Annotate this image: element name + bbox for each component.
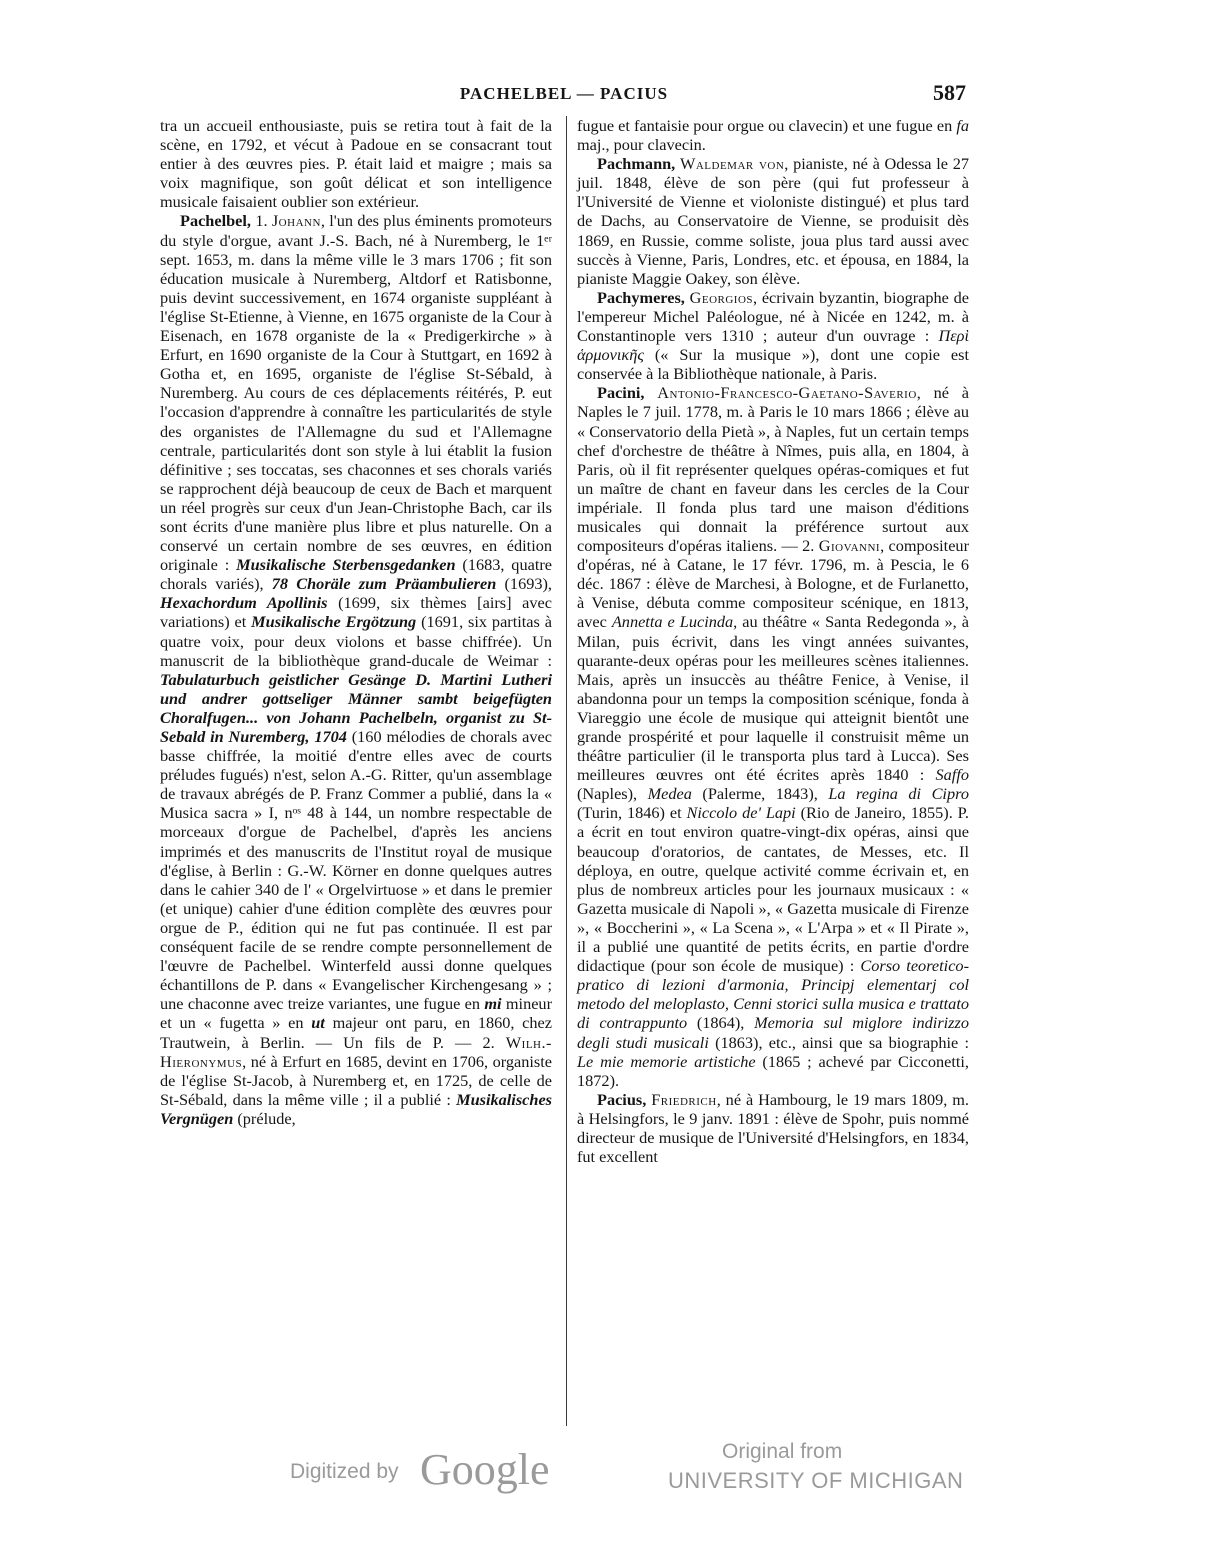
entry-text: (Naples), xyxy=(577,784,638,804)
work-title: 78 Choräle zum Präambulieren xyxy=(271,574,497,594)
headword: Pachymeres, xyxy=(597,287,685,307)
entry-text: (1691, six partitas à quatre voix, pour deux violons et basse chiffrée). Un manuscrit de la bibliothèque grand-ducale de Weimar : xyxy=(160,612,552,670)
key-name: fa xyxy=(956,116,970,135)
headword: Pachelbel, xyxy=(180,211,251,231)
work-title: Le mie memorie artistiche xyxy=(577,1051,756,1071)
entry-pachmann xyxy=(577,154,969,288)
work-title: Saffo xyxy=(935,765,969,785)
digitized-by-label: Digitized by xyxy=(290,1460,399,1483)
work-title: Niccolo de' Lapi xyxy=(686,803,796,823)
headword: Pachmann, xyxy=(597,154,676,174)
entry-text: , né à Naples le 7 juil. 1778, m. à Paris le 10 mars 1866 ; élève au « Conservatorio della Pietà », à Naples, fut un certain temps chef d'orchestre de théâtre à Nîmes, puis alla, en 1804, à Paris, où il fit représenter quelques opéras-comiques et fut un maître de chant en faveur dans les cercles de la Cour impériale. Il fonda plus tard une maison d'éditions musicales qui donnait la préférence surtout aux compositeurs d'opéras italiens. — 2. xyxy=(577,383,969,556)
entry-text: (1693), xyxy=(504,574,552,594)
entry-text: (1864), xyxy=(696,1013,745,1033)
entry-text: (Turin, 1846) et xyxy=(577,803,682,823)
entry-text: , pianiste, né à Odessa le 27 juil. 1848, élève de son père (qui fut professeur à l'Université de Vienne et violoniste distingué) et plus tard de Dachs, au Conservatoire de Vienne, se produisit dès 1869, en Russie, comme soliste, joua plus tard aussi avec succès à Vienne, Paris, Londres, etc. et épousa, en 1884, la pianiste Maggie Oakey, son élève. xyxy=(577,154,969,288)
entry-text: , au théâtre « Santa Redegonda », à Milan, puis écrivit, dans les vingt années suivantes, quarante-deux opéras pour les meilleures scènes italiennes. Mais, après un insuccès au théâtre Fenice, à Venise, il abandonna pour un temps la composition scénique, fonda à Viareggio une école de musique qui atteignit bientôt une grande prospérité et pour laquelle il construisit même un théâtre particulier (il le transporta plus tard à Lucca). Ses meilleures œuvres ont été écrites après 1840 : xyxy=(577,612,970,785)
entry-text: (1863), etc., ainsi que sa biographie : xyxy=(715,1032,969,1052)
entry-text: (prélude, xyxy=(237,1108,296,1128)
entry-text: , l'un des plus éminents promoteurs du style d'orgue, avant J.-S. Bach, né à Nuremberg, le 1ᵉʳ sept. 1653, m. dans la même ville le 3 mars 1706 ; fit son éducation musicale à Nuremberg, Altdorf et Ratisbonne, puis devint successivement, en 1674 organiste suppléant à l'église St-Etienne, à Vienne, en 1675 organiste de la Cour à Eisenach, en 1678 organiste de la « Predigerkirche » à Erfurt, en 1690 organiste de la Cour à Stuttgart, en 1692 à Gotha et, en 1695, organiste de l'église St-Sébald, à Nuremberg. Au cours de ces déplacements réitérés, P. eut l'occasion d'apprendre à connaître les particularités de style des organistes de l'Allemagne du sud et l'Allemagne centrale, particularités dont son style à lui établit la fusion définitive ; ses toccatas, ses chaconnes et ses chorals variés se rapprochent déjà beaucoup de ceux de Bach et marquent un réel progrès sur ceux d'un Jean-Christophe Bach, car ils sont écrits d'une manière plus libre et plus naturelle. On a conservé un certain nombre de ses œuvres, en édition originale : xyxy=(160,211,552,575)
entry-text: fugue et fantaisie pour orgue ou clavecin) et une fugue en xyxy=(577,116,953,135)
entry-number: 1. xyxy=(255,211,268,231)
given-name: Antonio-Francesco-Gaetano-Saverio xyxy=(657,383,917,403)
entry-text: mineur et un « fugetta » en xyxy=(160,994,552,1033)
google-logo: Google xyxy=(420,1445,550,1494)
work-title: Tabulaturbuch geistlicher Gesänge D. Martini Lutheri und andrer gottseliger Männer sambt beigefügten Choralfugen... von Johann Pachelbeln, organist zu St-Sebald in Nuremberg, 1704 xyxy=(160,669,552,746)
right-column xyxy=(577,116,969,1166)
work-title: Corso teoretico-pratico di lezioni d'armonia, Principj elementarj col metodo del meloplasto, Cenni storici sulla musica e trattato di contrappunto xyxy=(577,956,969,1033)
running-title: PACHELBEL — PACIUS xyxy=(459,84,669,103)
given-name: Wilh.-Hieronymus xyxy=(160,1032,552,1071)
entry-text: maj., pour clavecin. xyxy=(577,135,706,155)
work-title: Musikalisches Vergnügen xyxy=(160,1089,553,1128)
entry-text: majeur ont paru, en 1860, chez Trautwein, à Berlin. — Un fils de P. — 2. xyxy=(160,1013,553,1052)
work-title: Musikalische Sterbensgedanken xyxy=(236,555,456,575)
greek-title: Περὶ ἁρμονικῆς xyxy=(577,326,969,365)
entry-pacius xyxy=(577,1090,969,1166)
continued-paragraph: tra un accueil enthousiaste, puis se retira tout à fait de la scène, en 1792, et vécut à Padoue en se consacrant tout entier à des œuvres pies. P. était laid et maigre ; mais sa voix magnifique, son goût délicat et son intelligence musicale faisaient oublier son extérieur. xyxy=(160,116,552,212)
work-title: Hexachordum Apollinis xyxy=(160,593,328,613)
key-name: mi xyxy=(484,994,502,1014)
entry-pachymeres xyxy=(577,288,969,383)
entry-text: (« Sur la musique »), dont une copie est conservée à la Bibliothèque nationale, à Paris. xyxy=(577,345,969,384)
university-label: UNIVERSITY OF MICHIGAN xyxy=(668,1468,964,1493)
entry-text: (1699, six thèmes [airs] avec variations) et xyxy=(160,593,552,632)
entry-text: (1865 ; achevé par Cicconetti, 1872). xyxy=(577,1051,970,1090)
entry-text: (1683, quatre chorals variés), xyxy=(160,555,552,594)
entry-text: (160 mélodies de chorals avec basse chiffrée, la moitié d'entre elles avec de courts préludes fugués) n'est, selon A.-G. Ritter, qu'un assemblage de travaux abrégés de P. Franz Commer a publié, dans la « Musica sacra » I, nᵒˢ 48 à 144, un nombre respectable de morceaux d'orgue de Pachelbel, d'après les anciens imprimés et des manuscrits de l'Institut royal de musique d'église, à Berlin : G.-W. Körner en donne quelques autres dans le cahier 340 de l' « Orgelvirtuose » et dans le premier (et unique) cahier d'une édition complète des œuvres pour orgue de P., édition qui ne fut pas continuée. Il est par conséquent facile de se rendre compte personnellement de l'œuvre de Pachelbel. Winterfeld aussi donne quelques échantillons de P. dans « Evangelischer Kirchengesang » ; une chaconne avec treize variantes, une fugue en xyxy=(160,727,552,1014)
entry-text: , compositeur d'opéras, né à Catane, le 17 févr. 1796, m. à Pescia, le 6 déc. 1867 : élève de Marchesi, à Bologne, et de Furlanetto, à Venise, débuta comme compositeur scénique, en 1813, avec xyxy=(577,536,969,632)
entry-text: (Rio de Janeiro, 1855). P. a écrit en tout environ quatre-vingt-dix opéras, ainsi que beaucoup d'oratorios, de cantates, de Messes, etc. Il déploya, en outre, quelque activité comme écrivain et, en plus de nombreux articles pour les journaux musicaux : « Gazetta musicale di Napoli », « Gazetta musicale di Firenze », « Boccherini », « La Scena », « L'Arpa » et « Il Pirate », il a publié une quantité de petits écrits, en partie d'ordre didactique (pour son école de musique) : xyxy=(577,803,969,976)
column-divider xyxy=(566,116,567,1426)
entry-text: (Palerme, 1843), xyxy=(702,784,818,804)
key-name: ut xyxy=(311,1013,325,1033)
work-title: La regina di Cipro xyxy=(828,784,969,804)
headword: Pacius, xyxy=(597,1089,647,1109)
left-column xyxy=(160,116,552,1128)
given-name: Waldemar von xyxy=(679,154,785,174)
continued-paragraph xyxy=(577,116,969,154)
work-title: Musikalische Ergötzung xyxy=(251,612,417,632)
given-name: Giovanni xyxy=(818,536,881,556)
page-header xyxy=(160,80,968,110)
entry-text: , né à Erfurt en 1685, devint en 1706, organiste de l'église St-Jacob, à Nuremberg et, en 1725, de celle de St-Sébald, dans la même ville ; il a publié : xyxy=(160,1051,552,1109)
given-name: Johann xyxy=(271,211,321,231)
given-name: Georgios xyxy=(689,287,754,307)
work-title: Memoria sul miglore indirizzo degli studi musicali xyxy=(577,1013,969,1052)
original-from-label: Original from xyxy=(722,1440,843,1463)
headword: Pacini, xyxy=(597,383,645,403)
entry-text: , né à Hambourg, le 19 mars 1809, m. à Helsingfors, le 9 janv. 1891 : élève de Spohr, puis nommé directeur de musique de l'Université d'Helsingfors, en 1834, fut excellent xyxy=(577,1089,969,1167)
entry-text: , écrivain byzantin, biographe de l'empereur Michel Paléologue, né à Nicée en 1242, m. à Constantinople vers 1310 ; auteur d'un ouvrage : xyxy=(577,287,969,346)
page-number: 587 xyxy=(933,80,966,105)
given-name: Friedrich xyxy=(651,1089,717,1109)
work-title: Medea xyxy=(647,784,692,804)
work-title: Annetta e Lucinda xyxy=(611,612,734,632)
entry-pacini xyxy=(577,383,969,1089)
entry-pachelbel xyxy=(160,211,552,1128)
digitization-footer xyxy=(0,1440,1207,1510)
